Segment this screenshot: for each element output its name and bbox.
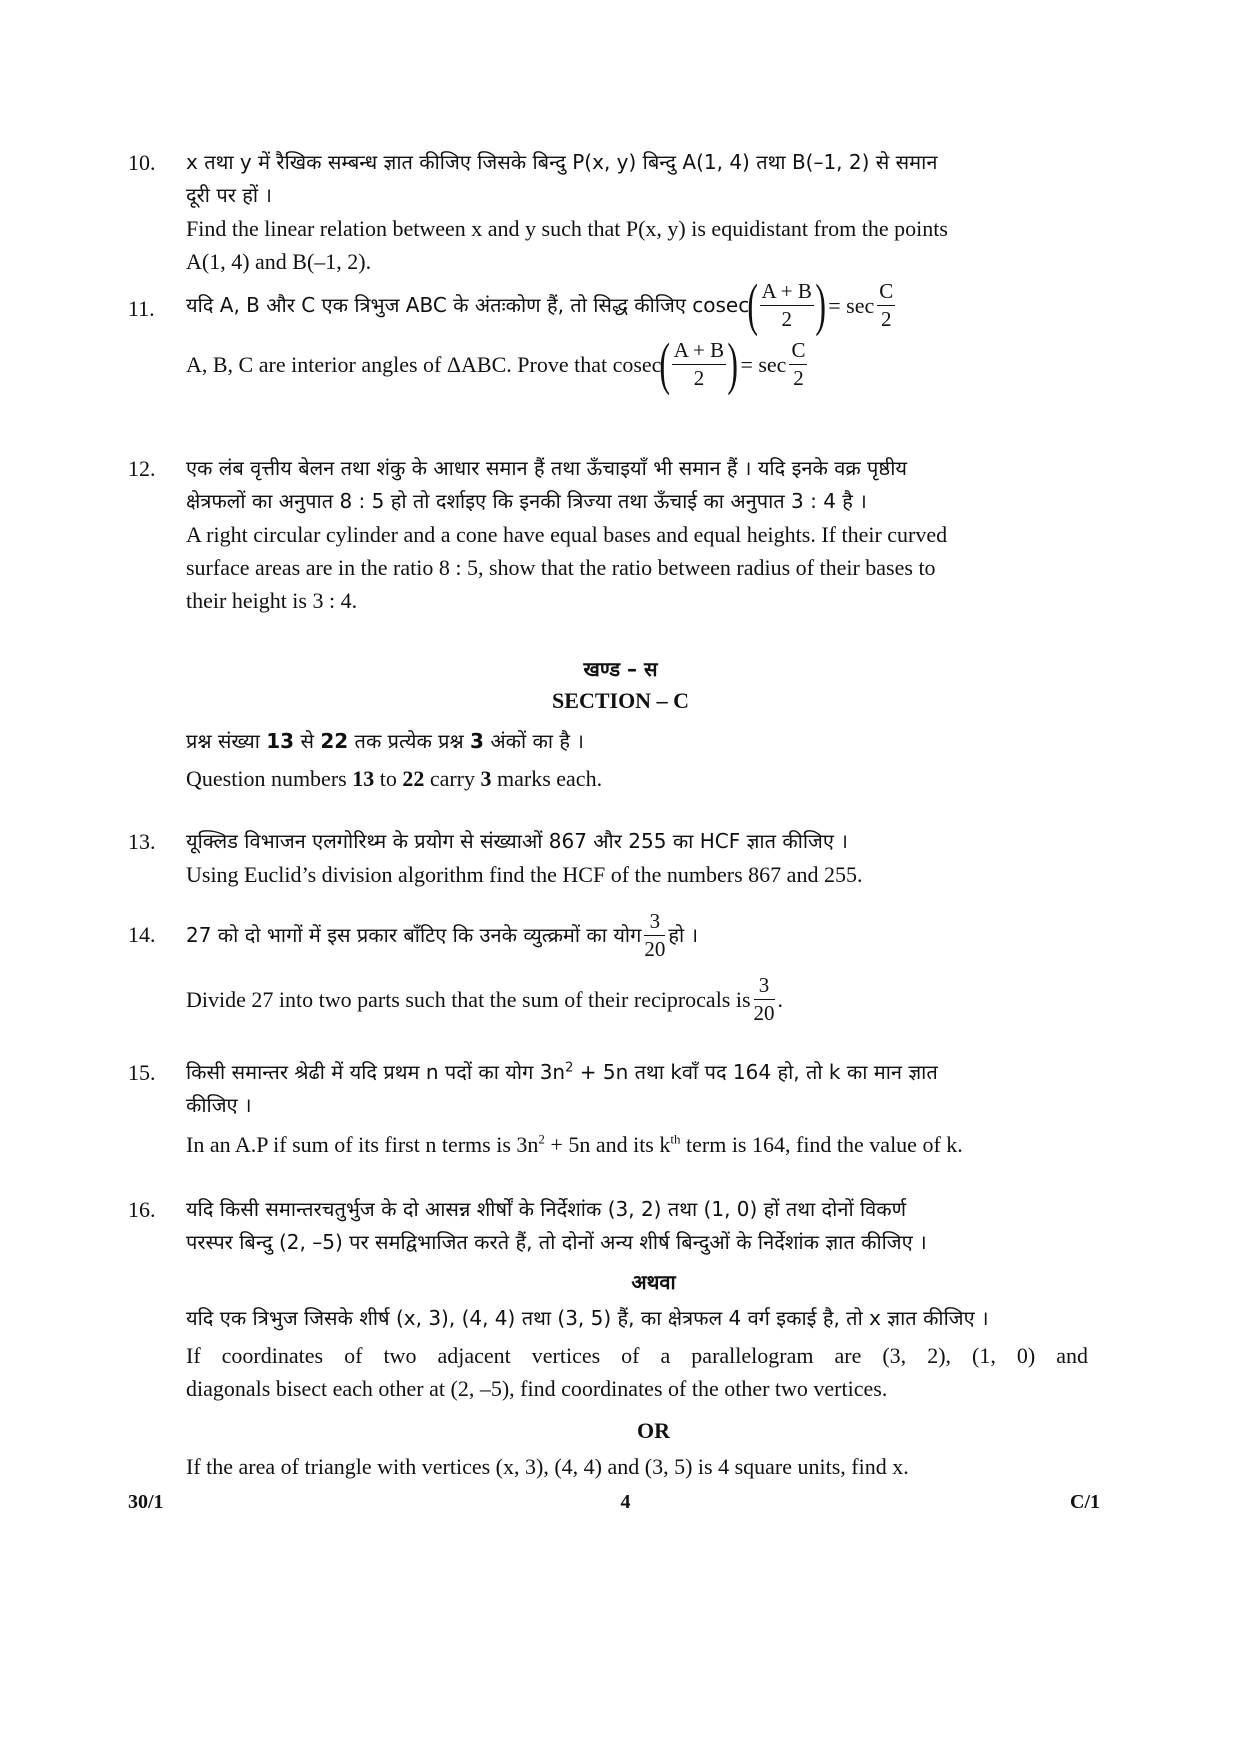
section-instruction-hindi (186, 725, 1088, 758)
superscript: 2 (565, 1060, 574, 1076)
q15-hindi-text: किसी समान्तर श्रेढी में यदि प्रथम n पदों का योग 3n (186, 1060, 566, 1084)
fraction-c-over-2 (789, 337, 807, 390)
q11-hindi-line (186, 272, 1088, 337)
right-paren: ) (815, 272, 826, 337)
q10-english-line-1: Find the linear relation between x and y such that P(x, y) is equidistant from the points (186, 216, 948, 241)
question-number: 14. (128, 922, 156, 947)
q15-english-text: + 5n and its k (544, 1132, 671, 1157)
instr-text: to (374, 766, 403, 791)
q15-hindi-line-2: कीजिए । (186, 1093, 252, 1117)
q14-english-text: Divide 27 into two parts such that the sum of their reciprocals is (186, 986, 751, 1012)
footer-code-right: C/1 (1070, 1491, 1100, 1513)
q16-hindi-line-2: परस्पर बिन्दु (2, –5) पर समद्विभाजित करते हैं, तो दोनों अन्य शीर्ष बिन्दुओं के निर्देशांक ज्ञात कीजिए । (186, 1230, 927, 1254)
question-11 (128, 272, 1088, 396)
question-number: 16. (128, 1197, 156, 1222)
instr-text: marks each. (491, 766, 603, 791)
question-number: 15. (128, 1060, 156, 1085)
fraction-c-over-2 (877, 278, 895, 331)
fraction-3-over-20 (644, 908, 666, 961)
fraction-numerator: C (789, 340, 807, 365)
q10-english-line-2: A(1, 4) and B(–1, 2). (186, 249, 372, 274)
fraction-denominator: 2 (781, 306, 792, 331)
q16-hindi-line-1: यदि किसी समान्तरचतुर्भुज के दो आसन्न शीर्षों के निर्देशांक (3, 2) तथा (1, 0) हों तथा दोनों विकर्ण (186, 1197, 907, 1221)
instr-text: अंकों का है । (483, 729, 584, 753)
footer-code-left: 30/1 (128, 1491, 164, 1513)
left-paren: ( (659, 331, 671, 396)
equals-sec: = sec (828, 292, 875, 318)
question-13 (128, 825, 1088, 891)
fraction-numerator: C (877, 281, 895, 306)
q16-english-line-2: diagonals bisect each other at (2, –5), find coordinates of the other two vertices. (186, 1376, 888, 1401)
q15-english-text: In an A.P if sum of its first n terms is 3n (186, 1132, 539, 1157)
instr-bold: 3 (470, 729, 484, 753)
q12-english-line-1: A right circular cylinder and a cone have equal bases and equal heights. If their curved (186, 522, 948, 547)
section-title-english: SECTION – C (552, 688, 689, 713)
footer-page-number: 4 (620, 1491, 631, 1513)
q15-hindi-text: + 5n तथा kवाँ पद 164 हो, तो k का मान ज्ञात (573, 1060, 938, 1084)
question-12 (128, 452, 1088, 617)
question-14 (128, 910, 1088, 1024)
question-number: 13. (128, 829, 156, 854)
equals-sec: = sec (740, 351, 787, 377)
instr-bold: 3 (480, 766, 492, 791)
fraction-a-plus-b-over-2 (672, 337, 726, 390)
instr-text: Question numbers (186, 766, 353, 791)
fraction-numerator: 3 (754, 975, 775, 1000)
fraction-numerator: 3 (644, 911, 665, 936)
q14-hindi-tail: हो । (668, 922, 699, 947)
q11-hindi-text: यदि A, B और C एक त्रिभुज ABC के अंतःकोण हैं, तो सिद्ध कीजिए cosec (186, 292, 750, 317)
fraction-denominator: 2 (693, 365, 705, 390)
q12-english-line-2: surface areas are in the ratio 8 : 5, show that the ratio between radius of their bases to (186, 555, 936, 580)
or-label-english: OR (637, 1418, 670, 1443)
q16-english-line-3: If the area of triangle with vertices (x, 3), (4, 4) and (3, 5) is 4 square units, find x. (186, 1454, 909, 1479)
question-16-continued (128, 1302, 1088, 1405)
instr-bold: 13 (266, 729, 295, 753)
fraction-3-over-20 (753, 972, 775, 1025)
section-instructions (128, 725, 1088, 795)
q14-hindi-text: 27 को दो भागों में इस प्रकार बाँटिए कि उनके व्युत्क्रमों का योग (186, 922, 642, 947)
q10-hindi-line-2: दूरी पर हों । (186, 183, 272, 207)
instr-bold: 22 (320, 729, 349, 753)
fraction-denominator: 2 (880, 306, 892, 331)
q13-english: Using Euclid’s division algorithm find the HCF of the numbers 867 and 255. (186, 862, 863, 887)
fraction-denominator: 20 (644, 936, 666, 961)
q15-hindi-line-1 (186, 1056, 1088, 1089)
q16-hindi-line-3: यदि एक त्रिभुज जिसके शीर्ष (x, 3), (4, 4) तथा (3, 5) हैं, का क्षेत्रफल 4 वर्ग इकाई है, तो x ज्ञात कीजिए । (186, 1306, 989, 1330)
superscript: th (670, 1131, 681, 1147)
q16-english-line-1: If coordinates of two adjacent vertices of a parallelogram are (3, 2), (1, 0) and (186, 1343, 1088, 1368)
section-title-hindi: खण्ड – स (583, 657, 658, 681)
fraction-denominator: 20 (753, 1000, 775, 1025)
q13-hindi: यूक्लिड विभाजन एलगोरिथ्म के प्रयोग से संख्याओं 867 और 255 का HCF ज्ञात कीजिए । (186, 829, 848, 853)
q14-english-line (186, 974, 1088, 1024)
q12-hindi-line-2: क्षेत्रफलों का अनुपात 8 : 5 हो तो दर्शाइए कि इनकी त्रिज्या तथा ऊँचाई का अनुपात 3 : 4 है । (186, 489, 867, 513)
q14-english-tail: . (777, 986, 784, 1012)
fraction-numerator: A + B (760, 281, 814, 306)
q15-english-line (186, 1128, 1088, 1161)
question-16-alt (128, 1450, 1088, 1483)
fraction-denominator: 2 (793, 365, 804, 390)
instr-text: carry (424, 766, 481, 791)
question-16 (128, 1193, 1088, 1259)
right-paren: ) (727, 331, 739, 396)
q11-english-line (186, 331, 1088, 396)
section-instruction-english (186, 762, 1088, 795)
q12-english-line-3: their height is 3 : 4. (186, 588, 358, 613)
fraction-numerator: A + B (672, 340, 726, 365)
superscript: 2 (538, 1131, 545, 1147)
q12-hindi-line-1: एक लंब वृत्तीय बेलन तथा शंकु के आधार समान हैं तथा ऊँचाइयाँ भी समान हैं । यदि इनके वक्र पृष्ठीय (186, 456, 907, 480)
question-15 (128, 1056, 1088, 1161)
q11-english-text: A, B, C are interior angles of ΔABC. Prove that cosec (186, 351, 662, 377)
question-number: 12. (128, 456, 156, 481)
q15-english-text: term is 164, find the value of k. (680, 1132, 963, 1157)
instr-bold: 22 (402, 766, 425, 791)
q10-hindi-line-1: x तथा y में रैखिक सम्बन्ध ज्ञात कीजिए जिसके बिन्दु P(x, y) बिन्दु A(1, 4) तथा B(–1, 2) से समान (186, 150, 938, 174)
question-number: 11. (128, 296, 155, 321)
question-number: 10. (128, 150, 156, 175)
question-10 (128, 146, 1088, 278)
instr-text: प्रश्न संख्या (186, 729, 267, 753)
fraction-a-plus-b-over-2 (760, 278, 814, 331)
instr-text: से (294, 729, 321, 753)
instr-text: तक प्रत्येक प्रश्न (348, 729, 471, 753)
q14-hindi-line (186, 910, 1088, 960)
or-label-hindi: अथवा (631, 1270, 676, 1294)
left-paren: ( (747, 272, 759, 337)
instr-bold: 13 (352, 766, 375, 791)
